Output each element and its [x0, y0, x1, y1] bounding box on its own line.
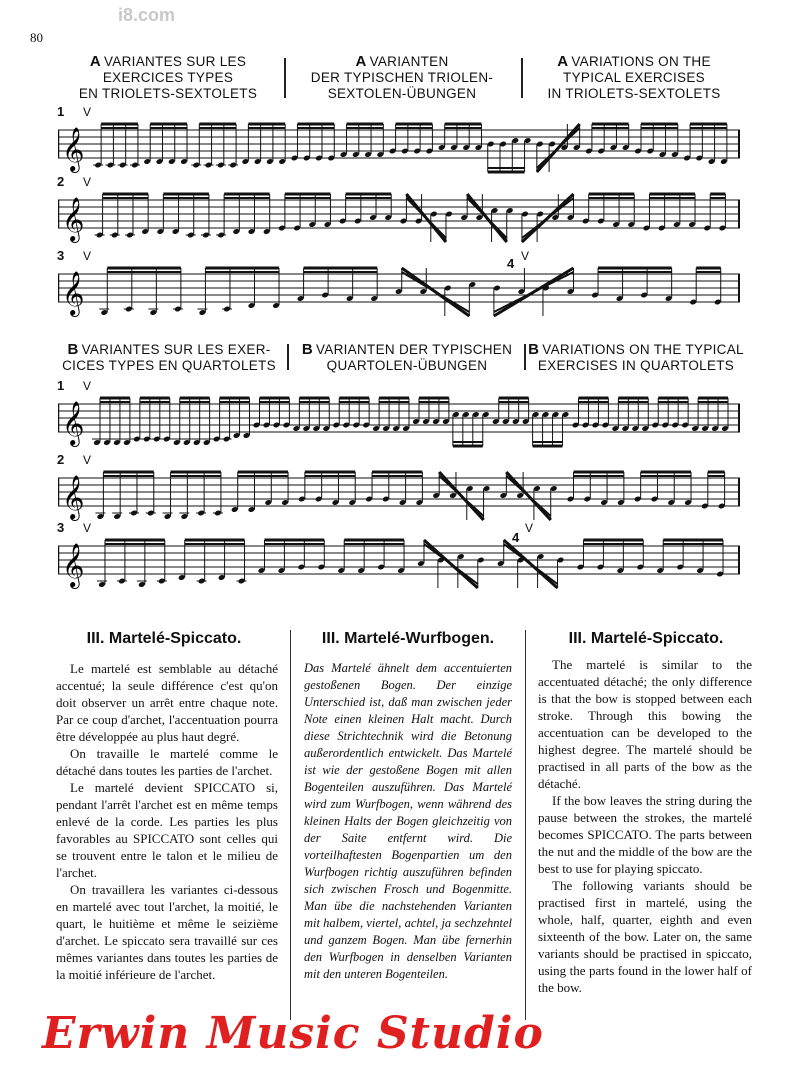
- note-beam: [504, 544, 558, 584]
- paragraph: Das Martelé ähnelt dem accentuierten gestoßenen Bogen. Der einzige Unterschied ist, daß man zwischen jeder Note einen kleinen Halt macht. Durch diese Strichtechnik wird die Betonung außerordentlich entwickelt. Das Martelé ist wie der gestoßene Bogen mit allen Bogenteilen auszuführen. Das Martelé wird zum Wurfbogen, wenn während des kleinen Halts der Bogen gleichzeitig von der Saite entfernt wird. Die vorteilhaftesten Bogenpartien um den Wurfbogen richtig auszuführen befinden sich zwischen Frosch und Bogenmitte. Man übe die nachstehenden Varianten mit halbem, viertel, achtel, ja sechzehntel und ganzem Bogen. Man übe fernerhin den Wurfbogen in denselben Varianten mit den unteren Bogenteilen.: [304, 661, 512, 981]
- note-beam: [402, 272, 470, 312]
- paragraph: Le martelé devient SPICCATO si, pendant l'arrêt l'archet est en même temps enlevé de la corde. Les parties les plus favorables au SPICCATO sont celles qui se trouvent entre le talon et le milieu de l'archet.: [56, 780, 278, 880]
- header-divider: [287, 344, 289, 370]
- paragraph: The martelé is similar to the accentuated détaché; the only difference is that the bow is stopped between each stroke. Through this bowing the accentuation can be developed to the highest degree. The martelé should be practised in all parts of the bow as the détaché.: [538, 657, 752, 791]
- note-beam: [537, 128, 580, 168]
- text-column-en: [538, 656, 752, 996]
- column-divider: [290, 630, 291, 1020]
- up-bow-mark: V: [520, 249, 529, 263]
- text-column-fr: [56, 660, 278, 983]
- watermark: i8.com: [118, 5, 176, 25]
- music-staff: [58, 468, 740, 538]
- up-bow-mark: V: [524, 521, 533, 535]
- system-number: 2: [57, 452, 65, 467]
- paragraph: On travaille le martelé comme le détaché dans toutes les parties de l'archet.: [56, 746, 278, 778]
- system-number: 4: [512, 530, 520, 545]
- treble-clef-icon: 𝄞: [62, 401, 85, 445]
- header-divider: [521, 58, 523, 98]
- column-title-en: III. Martelé-Spiccato.: [568, 630, 724, 647]
- treble-clef-icon: 𝄞: [62, 127, 85, 171]
- section-b-header-en: B VARIATIONS ON THE TYPICAL EXERCISES IN QUARTOLETS: [528, 341, 744, 373]
- page-number: 80: [30, 30, 43, 45]
- up-bow-mark: V: [82, 249, 91, 263]
- music-staff: [58, 264, 740, 334]
- note-beam: [467, 198, 507, 238]
- treble-clef-icon: 𝄞: [62, 271, 85, 315]
- up-bow-mark: V: [82, 453, 91, 467]
- note-beam: [424, 544, 478, 584]
- note-beam: [439, 476, 483, 516]
- note-beam: [522, 198, 574, 238]
- paragraph: Le martelé est semblable au détaché accentué; la seule différence c'est qu'on doit observer un arrêt entre chaque note. Par ce coup d'archet, l'accentuation pourra être développée au plus haut degré.: [56, 661, 278, 744]
- system-number: 4: [507, 256, 515, 271]
- text-column-de: [304, 660, 512, 983]
- section-a-header-en: A VARIATIONS ON THE TYPICAL EXERCISES IN TRIOLETS-SEXTOLETS: [547, 53, 721, 101]
- system-number: 3: [57, 248, 65, 263]
- system-number: 2: [57, 174, 65, 189]
- music-staff: [58, 536, 740, 606]
- up-bow-mark: V: [82, 175, 91, 189]
- system-number: 3: [57, 520, 65, 535]
- section-b-header-de: B VARIANTEN DER TYPISCHEN QUARTOLEN-ÜBUNGEN: [301, 341, 513, 373]
- section-a-header-fr: A VARIANTES SUR LES EXERCICES TYPES EN TRIOLETS-SEXTOLETS: [78, 53, 258, 101]
- up-bow-mark: V: [82, 521, 91, 535]
- paragraph: The following variants should be practised first in martelé, using the whole, half, quarter, eighth and even sixteenth of the bow. Later on, the same variants should be practised in spiccato, using the parts found in the lower half of the bow.: [538, 878, 752, 995]
- column-title-de: III. Martelé-Wurfbogen.: [321, 630, 495, 647]
- paragraph: On travaillera les variantes ci-dessous en martelé avec tout l'archet, la moitié, le quart, le huitième et même le seizième d'archet. Le spiccato sera travaillé sur ces mêmes variantes dans toutes les parties de la moitié inférieure de l'archet.: [56, 882, 278, 982]
- section-b-header-fr: B VARIANTES SUR LES EXER- CICES TYPES EN QUARTOLETS: [62, 341, 276, 373]
- up-bow-mark: V: [82, 105, 91, 119]
- note-beam: [494, 272, 574, 312]
- treble-clef-icon: 𝄞: [62, 475, 85, 519]
- column-title-fr: III. Martelé-Spiccato.: [86, 630, 242, 647]
- header-divider: [524, 344, 526, 370]
- system-number: 1: [57, 104, 65, 119]
- up-bow-mark: V: [82, 379, 91, 393]
- note-beam: [406, 198, 446, 238]
- music-staff: [58, 394, 740, 467]
- treble-clef-icon: 𝄞: [62, 543, 85, 587]
- studio-logo: Erwin Music Studio: [42, 1008, 544, 1059]
- section-letter: A: [89, 53, 101, 70]
- music-staff: [58, 120, 740, 190]
- note-beam: [506, 476, 550, 516]
- treble-clef-icon: 𝄞: [62, 197, 85, 241]
- system-number: 1: [57, 378, 65, 393]
- section-a-header-de: A VARIANTEN DER TYPISCHEN TRIOLEN- SEXTOLEN-ÜBUNGEN: [310, 53, 494, 101]
- music-staff: [58, 190, 740, 263]
- header-divider: [284, 58, 286, 98]
- paragraph: If the bow leaves the string during the pause between the strokes, the martelé becomes SPICCATO. The parts between the nut and the middle of the bow are the best to use for playing spiccato.: [538, 793, 752, 876]
- column-divider: [525, 630, 526, 1020]
